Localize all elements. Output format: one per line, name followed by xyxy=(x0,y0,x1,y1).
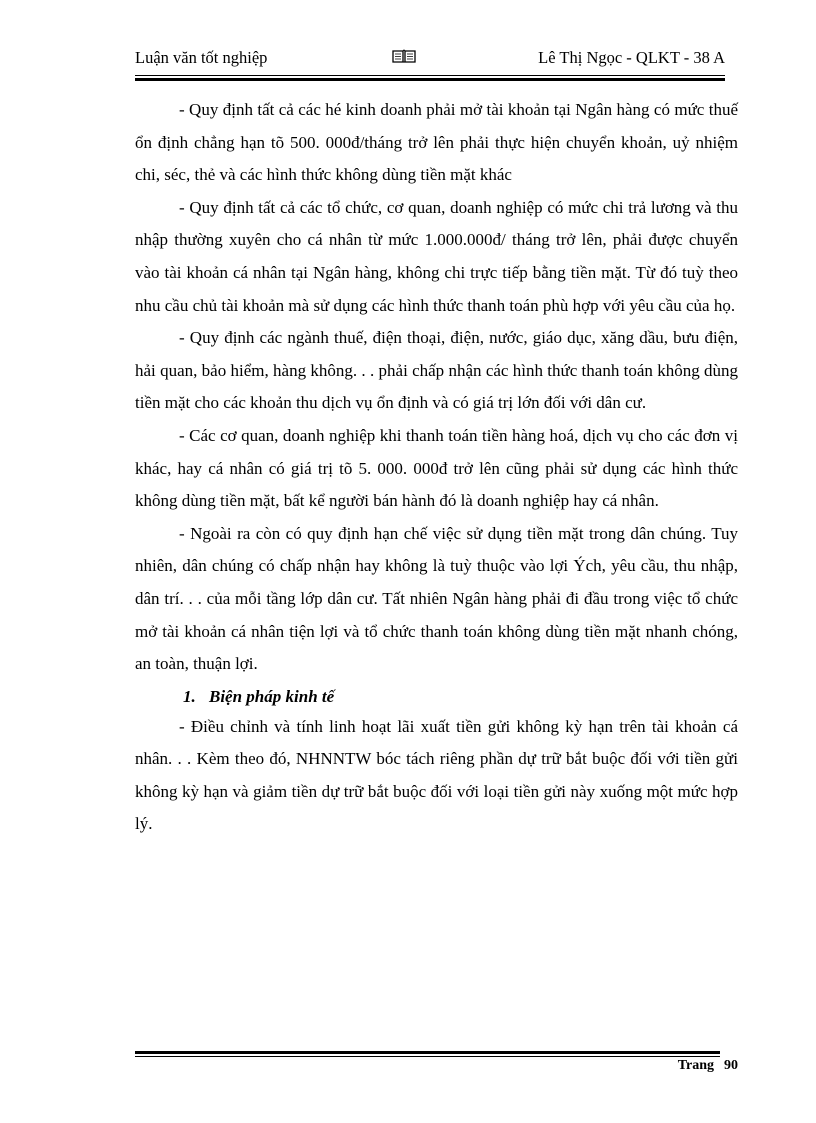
author-info: Lê Thị Ngọc - QLKT - 38 A xyxy=(538,48,725,67)
paragraph: - Quy định các ngành thuế, điện thoại, điện, nước, giáo dục, xăng dầu, bưu điện, hải quan, bảo hiểm, hàng không. . . phải chấp nhận các hình thức thanh toán không dùng tiền mặt cho các khoản thu dịch vụ ổn định và có giá trị lớn đối với dân cư. xyxy=(135,328,738,413)
thesis-title: Luận văn tốt nghiệp xyxy=(135,48,268,67)
heading-text: Biện pháp kinh tế xyxy=(209,686,335,706)
footer-divider xyxy=(135,1051,720,1057)
heading-number: 1. xyxy=(183,686,196,706)
paragraph: - Quy định tất cả các tổ chức, cơ quan, doanh nghiệp có mức chi trả lương và thu nhập thường xuyên cho cá nhân từ mức 1.000.000đ/ tháng trở lên, phải được chuyển vào tài khoản cá nhân tại Ngân hàng, không chi trực tiếp bằng tiền mặt. Từ đó tuỳ theo nhu cầu chủ tài khoản mà sử dụng các hình thức thanh toán phù hợp với yêu cầu của họ. xyxy=(135,197,738,315)
paragraph: - Ngoài ra còn có quy định hạn chế việc sử dụng tiền mặt trong dân chúng. Tuy nhiên, dân chúng có chấp nhận hay không là tuỳ thuộc vào lợi Ých, yêu cầu, thu nhập, dân trí. . . của mỗi tầng lớp dân cư. Tất nhiên Ngân hàng phải đi đầu trong việc tổ chức mở tài khoản cá nhân tiện lợi và tổ chức thanh toán không dùng tiền mặt nhanh chóng, an toàn, thuận lợi. xyxy=(135,523,738,674)
header-divider xyxy=(135,75,725,81)
book-icon xyxy=(391,48,417,66)
page-number: 90 xyxy=(724,1058,738,1073)
page-body xyxy=(135,94,738,841)
paragraph: - Các cơ quan, doanh nghiệp khi thanh toán tiền hàng hoá, dịch vụ cho các đơn vị khác, hay cá nhân có giá trị tõ 5. 000. 000đ trở lên cũng phải sử dụng các hình thức không dùng tiền mặt, bất kể người bán hành đó là doanh nghiệp hay cá nhân. xyxy=(135,425,738,511)
paragraph: - Điều chỉnh và tính linh hoạt lãi xuất tiền gửi không kỳ hạn trên tài khoản cá nhân. . . Kèm theo đó, NHNNTW bóc tách riêng phần dự trữ bắt buộc đối với tiền gửi không kỳ hạn và giảm tiền dự trữ bắt buộc đối với loại tiền gửi này xuống một mức hợp lý. xyxy=(135,716,738,834)
page-label: Trang xyxy=(677,1058,714,1073)
section-heading xyxy=(135,683,738,711)
page-footer xyxy=(678,1058,738,1074)
paragraph: - Quy định tất cả các hé kinh doanh phải mở tài khoản tại Ngân hàng có mức thuế ổn định chẳng hạn tõ 500. 000đ/tháng trở lên phải thực hiện chuyển khoản, uỷ nhiệm chi, séc, thẻ và các hình thức không dùng tiền mặt khác xyxy=(135,100,738,185)
page-header xyxy=(135,48,725,72)
